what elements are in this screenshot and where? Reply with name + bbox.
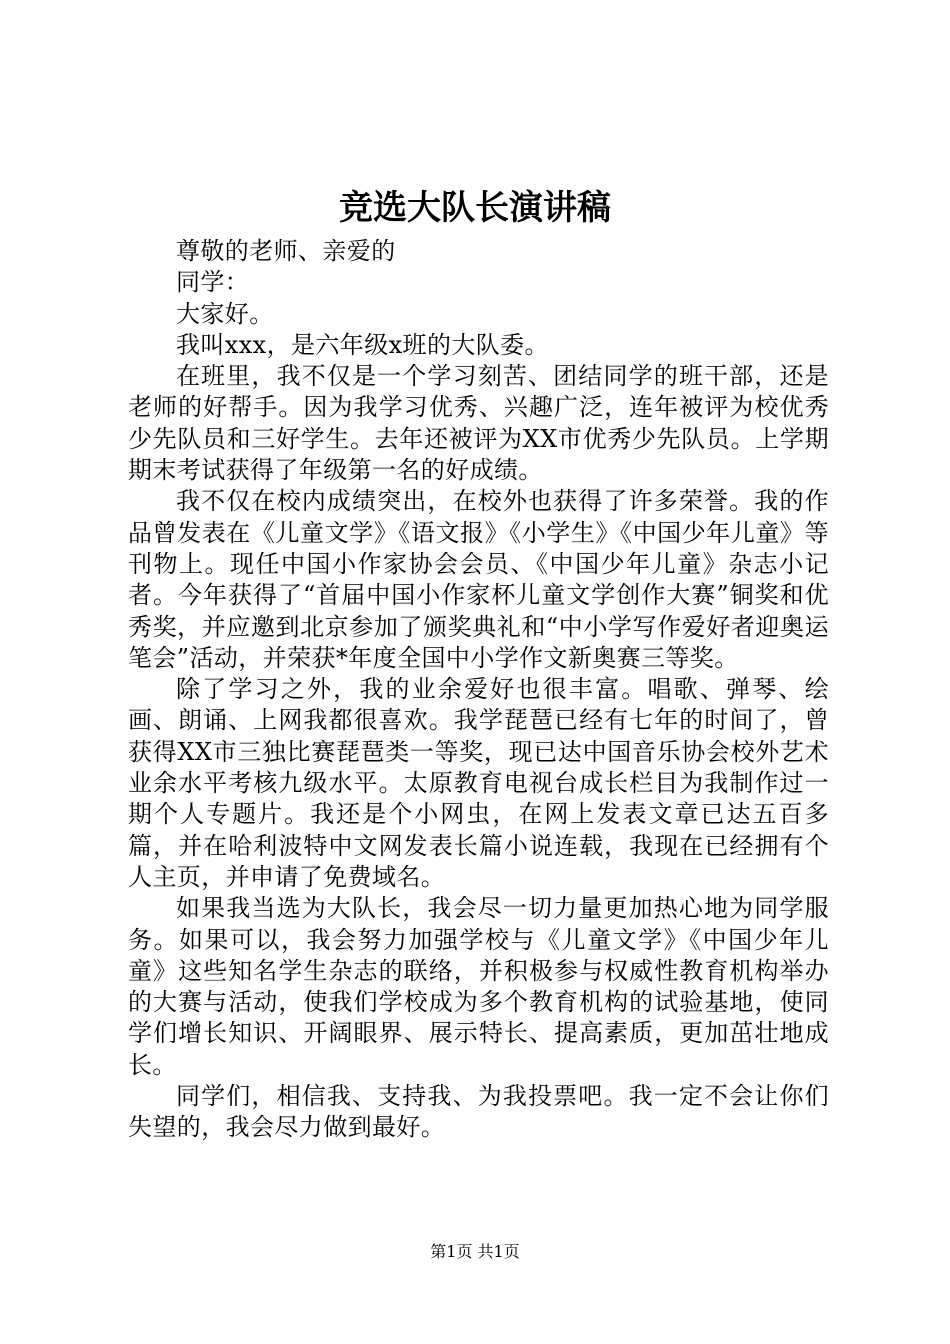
honors-paragraph: 我不仅在校内成绩突出，在校外也获得了许多荣誉。我的作品曾发表在《儿童文学》《语文报》《小学生》《中国少年儿童》等刊物上。现任中国小作家协会会员、《中国少年儿童》杂志小记者。今年获得了“首届中国小作家杯儿童文学创作大赛”铜奖和优秀奖，并应邀到北京参加了颁奖典礼和“中小学写作爱好者迎奥运笔会”活动，并荣获*年度全国中小学作文新奥赛三等奖。 [128, 487, 829, 672]
closing-paragraph: 同学们，相信我、支持我、为我投票吧。我一定不会让你们失望的，我会尽力做到最好。 [128, 1082, 829, 1142]
greeting-line: 大家好。 [176, 299, 274, 328]
hobbies-paragraph: 除了学习之外，我的业余爱好也很丰富。唱歌、弹琴、绘画、朗诵、上网我都很喜欢。我学琵琶已经有七年的时间了，曾获得XX市三独比赛琵琶类一等奖，现已达中国音乐协会校外艺术业余水平考核九级水平。太原教育电视台成长栏目为我制作过一期个人专题片。我还是个小网虫，在网上发表文章已达五百多篇，并在哈利波特中文网发表长篇小说连载，我现在已经拥有个人主页，并申请了免费域名。 [128, 675, 829, 891]
salutation-line-1: 尊敬的老师、亲爱的 [176, 237, 396, 265]
pledge-paragraph: 如果我当选为大队长，我会尽一切力量更加热心地为同学服务。如果可以，我会努力加强学校与《儿童文学》《中国少年儿童》这些知名学生杂志的联络，并积极参与权威性教育机构举办的大赛与活动，使我们学校成为多个教育机构的试验基地，使同学们增长知识、开阔眼界、展示特长、提高素质，更加茁壮地成长。 [128, 894, 829, 1079]
document-title: 竞选大队长演讲稿 [339, 188, 611, 228]
page-number-footer: 第1页 共1页 [430, 1242, 520, 1261]
document-body [128, 236, 829, 1144]
class-achievements-paragraph: 在班里，我不仅是一个学习刻苦、团结同学的班干部，还是老师的好帮手。因为我学习优秀、兴趣广泛，连年被评为校优秀少先队员和三好学生。去年还被评为XX市优秀少先队员。上学期期末考试获得了年级第一名的好成绩。 [128, 362, 829, 485]
salutation-line-2: 同学： [176, 268, 250, 297]
intro-paragraph: 我叫xxx，是六年级x班的大队委。 [176, 330, 549, 359]
